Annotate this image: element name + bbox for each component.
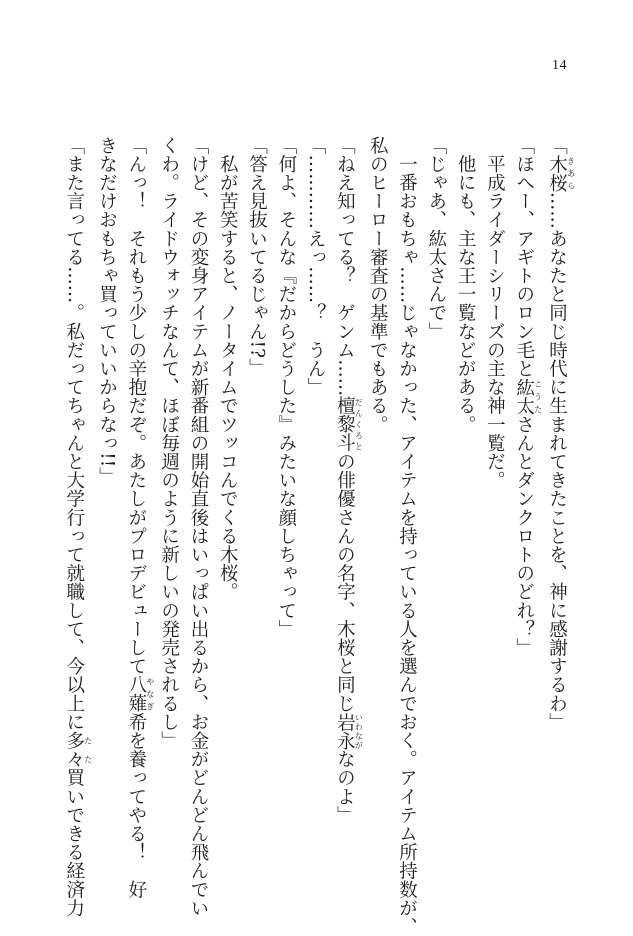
ruby-base: 多々 (63, 731, 85, 769)
text-line (330, 136, 363, 836)
text-line (184, 136, 213, 918)
text-segment: 私のヒーロー審査の基準でもある。 (367, 136, 389, 434)
ruby-word (513, 377, 543, 416)
text-line (451, 136, 480, 836)
text-line (272, 136, 301, 836)
text-line (92, 136, 121, 836)
text-line (480, 136, 509, 836)
text-segment: 一番おもちゃ……じゃなかった、アイテムを持っている人を選んでおく。アイテム所持数が、 (396, 136, 418, 936)
text-segment: ……あなたと同じ時代に生まれてきたことを、神に感謝するわ」 (546, 191, 568, 732)
text-segment: なのよ」 (334, 749, 356, 825)
text-segment: 「また言ってる……。私だってちゃんと大学行って就職して、今以上に (63, 136, 85, 732)
text-line (59, 136, 93, 918)
text-segment: 買いできる経済力 (63, 768, 85, 918)
text-segment: 「んっ！ それもう少しの辛抱だぞ。あたしがプロデビューして (125, 136, 147, 676)
ruby-word (334, 712, 364, 750)
text-segment: 「けど、その変身アイテムが新番組の開始直後はいっぱい出るから、お金がどんどん飛んでい (187, 136, 209, 918)
page-number: 14 (552, 58, 567, 73)
ruby-word (125, 675, 155, 713)
ruby-reading: きあら (566, 154, 576, 192)
text-line (242, 136, 271, 836)
text-segment: の俳優さんの名字、木桜と同じ (334, 452, 356, 713)
text-line (422, 136, 451, 836)
ruby-reading: やなぎ (145, 675, 155, 713)
text-line (392, 136, 421, 936)
ruby-base: 紘太 (513, 377, 535, 416)
text-line (122, 136, 155, 899)
ruby-reading: だんくろと (354, 396, 364, 453)
text-segment: 平成ライダーシリーズの主な神一覧だ。 (484, 136, 506, 490)
text-line (509, 136, 542, 836)
text-segment: 「何よ、そんな『だからどうした』みたいな顔しちゃって」 (275, 136, 297, 639)
ruby-reading: こうた (533, 377, 543, 415)
text-line (542, 136, 575, 836)
ruby-word (546, 154, 576, 192)
ruby-word (334, 396, 364, 453)
ruby-reading: たた (83, 731, 93, 769)
text-line (213, 136, 242, 836)
text-line (363, 136, 392, 836)
text-segment: 「…………えっ……？ うん」 (305, 136, 327, 397)
text-segment: くわ。ライドウォッチなんて、ほぼ毎週のように新しいの発売されるし」 (158, 136, 180, 750)
ruby-base: 岩永 (334, 712, 356, 750)
ruby-base: 八薙 (125, 675, 147, 713)
text-line (301, 136, 330, 836)
text-segment: さんとダンクロトのどれ？」 (513, 415, 535, 657)
ruby-base: 木桜 (546, 154, 568, 192)
text-segment: 「 (546, 136, 568, 155)
text-line (154, 136, 183, 836)
text-segment: 「答え見抜いてるじゃん!?」 (246, 136, 268, 377)
text-segment: きなだけおもちゃ買っていいからなっ!!」 (96, 136, 118, 486)
ruby-reading: いわなが (354, 712, 364, 750)
vertical-text-body (45, 136, 576, 936)
text-segment: 「じゃあ、紘太さんで」 (425, 136, 447, 341)
text-segment: 「ほへー、アギトのロン毛と (513, 136, 535, 378)
text-segment: 「ねえ知ってる？ ゲンム…… (334, 136, 356, 397)
text-segment: 私が苦笑すると、ノータイムでツッコんでくる木桜。 (217, 136, 239, 601)
text-segment: 希を養ってやる！ 好 (125, 712, 147, 899)
text-segment: 他にも、主な王一覧などがある。 (455, 136, 477, 434)
ruby-word (63, 731, 93, 769)
ruby-base: 檀黎斗 (334, 396, 356, 453)
